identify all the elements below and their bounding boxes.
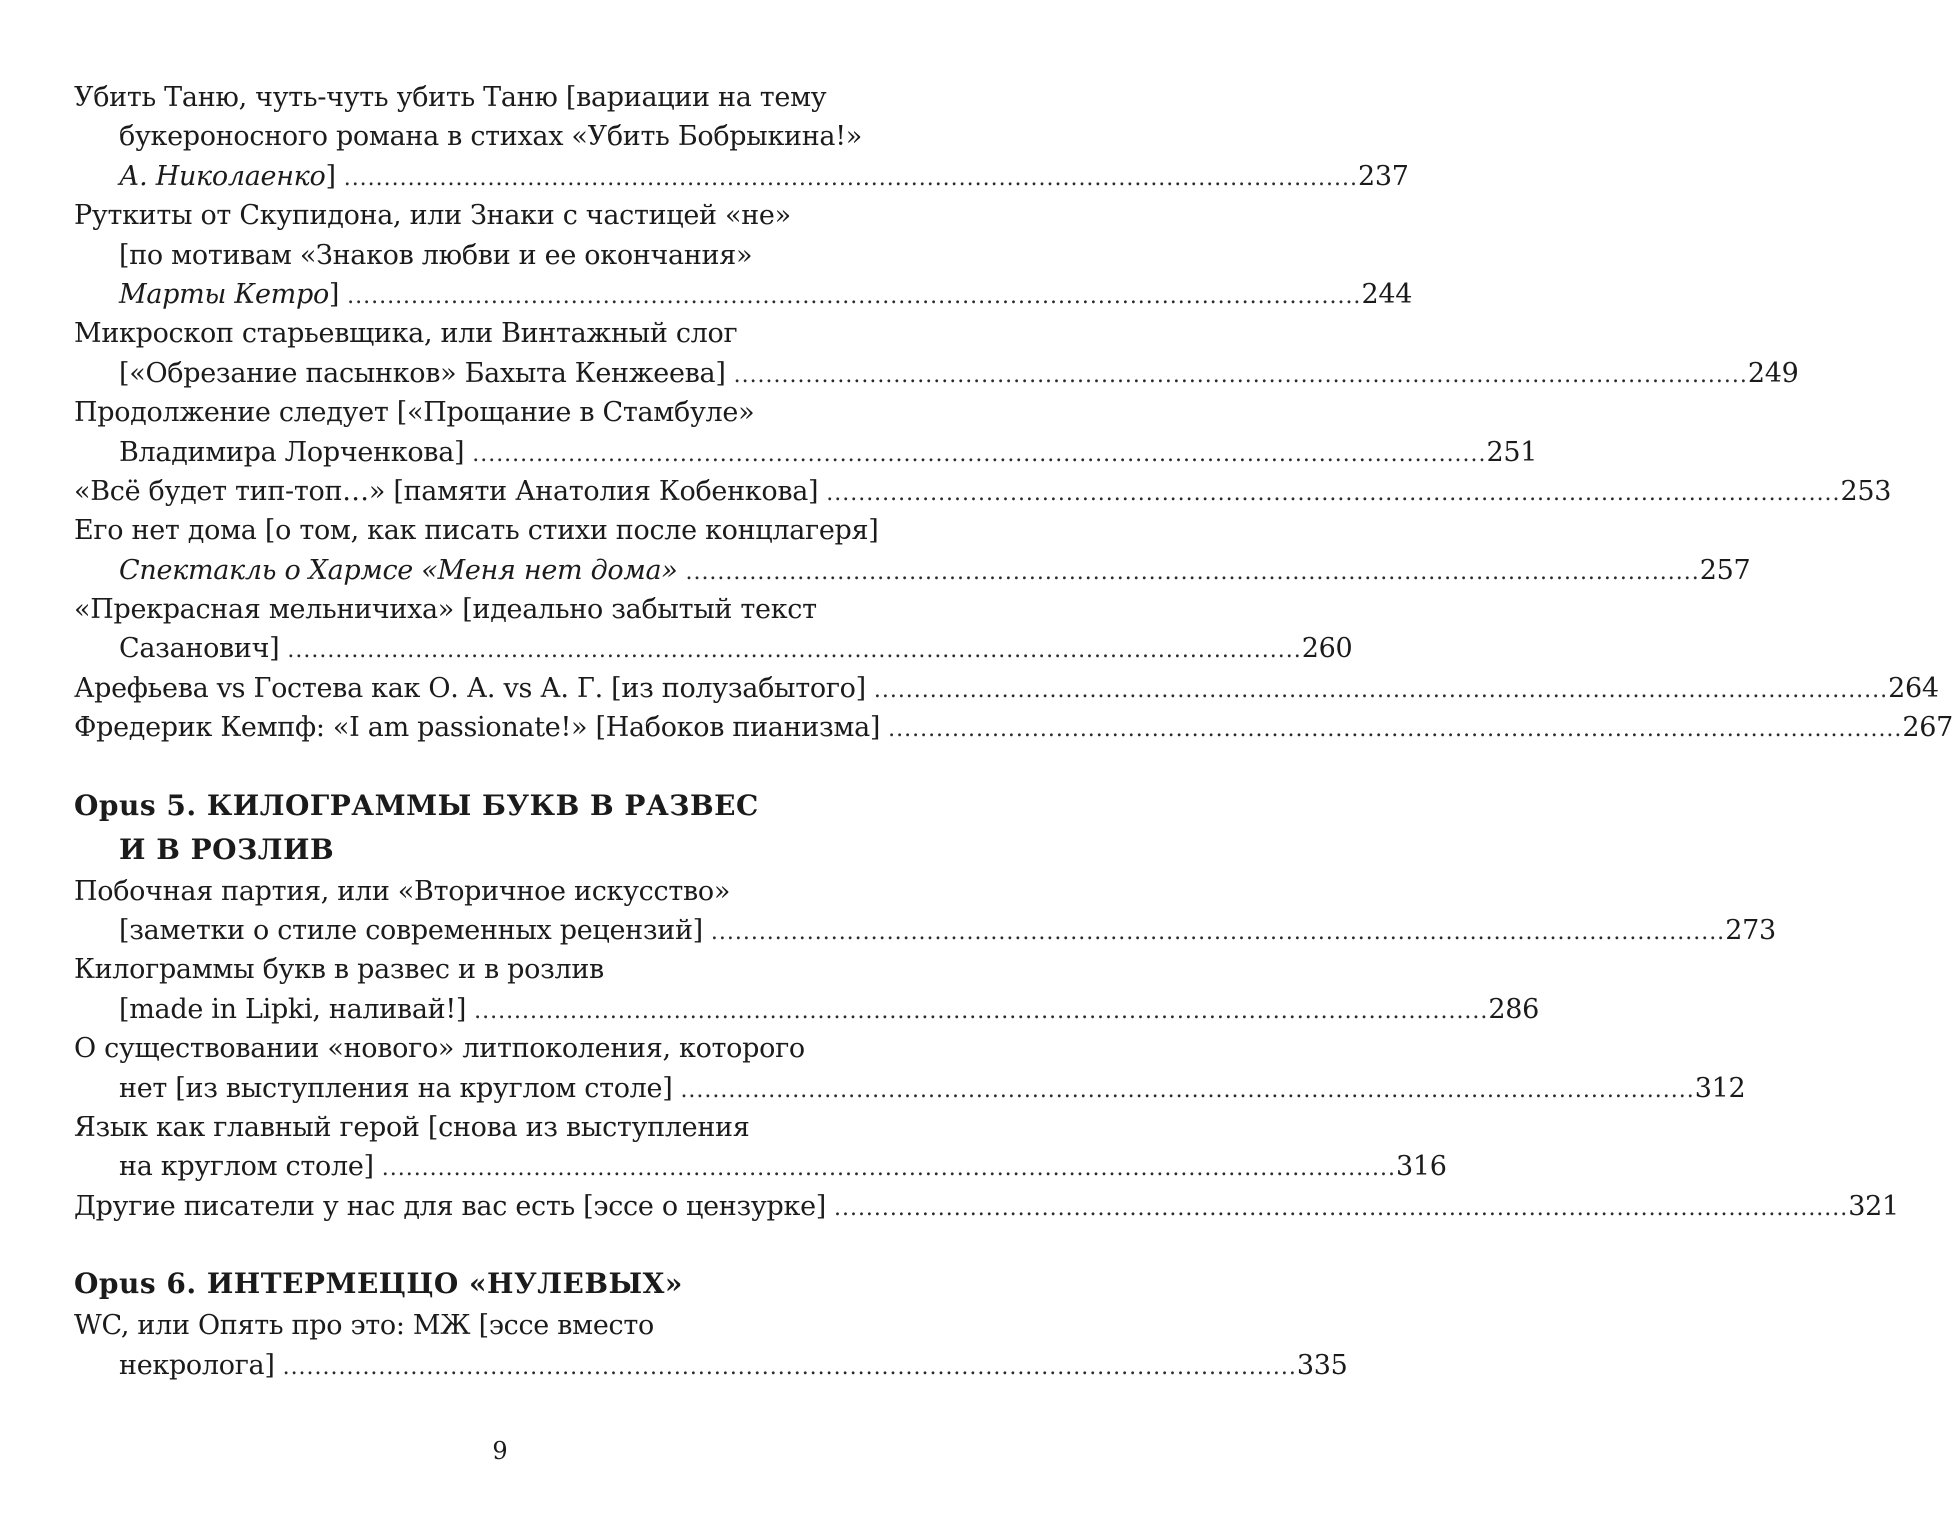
entry-leader-line — [74, 433, 1538, 472]
entry-leader-line — [74, 990, 1540, 1029]
page-number: 260 — [1301, 633, 1353, 665]
entry-title: Продолжение следует [«Прощание в Стамбуле» — [74, 397, 755, 429]
entry-subtitle: [заметки о стиле современных рецензий] — [119, 915, 703, 947]
toc-entry — [74, 314, 1799, 393]
toc-entry — [74, 872, 1776, 951]
section-heading-opus5 — [74, 784, 884, 872]
entry-leader-line — [74, 551, 1751, 590]
entry-leader-line — [74, 1069, 1746, 1108]
toc-entry — [74, 196, 1413, 314]
entry-leader-line — [74, 472, 1892, 511]
section-title-line: Opus 6. ИНТЕРМЕЦЦО «НУЛЕВЫХ» — [74, 1267, 683, 1301]
entry-subtitle: некролога] — [119, 1349, 275, 1381]
toc-entry — [74, 1029, 1746, 1108]
toc-entry — [74, 590, 1353, 669]
page-folio: 9 — [492, 1437, 508, 1465]
entry-title: О существовании «нового» литпоколения, которого — [74, 1033, 805, 1065]
section-title-line: Opus 5. КИЛОГРАММЫ БУКВ В РАЗВЕС — [74, 788, 759, 822]
entry-title: Килограммы букв в развес и в розлив — [74, 954, 604, 986]
toc-entry — [74, 78, 1409, 196]
entry-subtitle: нет [из выступления на круглом столе] — [119, 1072, 673, 1104]
leader-dots — [275, 1346, 1297, 1387]
leader-dots — [336, 157, 1358, 198]
entry-title: Другие писатели у нас для вас есть [эссе о цензурке] — [74, 1190, 826, 1222]
toc-entry — [74, 472, 1892, 511]
entry-title: Микроскоп старьевщика, или Винтажный слог — [74, 318, 738, 350]
entry-title: Фредерик Кемпф: «I am passionate!» [Набоков пианизма] — [74, 712, 881, 744]
entry-leader-line — [74, 275, 1413, 314]
page-number: 312 — [1694, 1072, 1746, 1104]
leader-dots — [866, 669, 1888, 710]
leader-dots — [880, 708, 1902, 749]
entry-leader-line — [74, 1346, 1348, 1385]
entry-title: Его нет дома [о том, как писать стихи после концлагеря] — [74, 515, 879, 547]
entry-title: WC, или Опять про это: МЖ [эссе вместо — [74, 1310, 654, 1342]
entry-title: «Всё будет тип-топ…» [памяти Анатолия Кобенкова] — [74, 475, 819, 507]
leader-dots — [279, 629, 1301, 670]
toc-entry — [74, 1306, 1348, 1385]
toc-entry — [74, 1108, 1447, 1187]
entry-leader-line — [74, 1147, 1447, 1186]
entry-leader-line — [74, 911, 1776, 950]
toc-entry — [74, 708, 1953, 747]
entry-title: «Прекрасная мельничиха» [идеально забытый текст — [74, 594, 817, 626]
entry-bracket: ] — [325, 160, 336, 192]
entry-title: Арефьева vs Гостева как О. А. vs А. Г. [из полузабытого] — [74, 672, 866, 704]
page-number: 264 — [1888, 672, 1939, 704]
page-number: 244 — [1361, 278, 1413, 310]
toc-entry — [74, 669, 1939, 708]
entry-subtitle: на круглом столе] — [119, 1151, 374, 1183]
entry-leader-line — [74, 354, 1799, 393]
leader-dots — [672, 1069, 1694, 1110]
page-number: 321 — [1848, 1190, 1899, 1222]
leader-dots — [339, 275, 1361, 316]
leader-dots — [703, 911, 1725, 952]
entry-author: Марты Кетро — [119, 278, 329, 310]
page-number: 253 — [1840, 475, 1892, 507]
toc-entry — [74, 1187, 1899, 1226]
page-number: 267 — [1902, 712, 1953, 744]
page-number: 251 — [1486, 436, 1538, 468]
page-number: 273 — [1725, 915, 1776, 947]
entry-subtitle: [made in Lipki, наливай!] — [119, 993, 467, 1025]
entry-leader-line — [74, 157, 1409, 196]
leader-dots — [726, 354, 1748, 395]
entry-title: Язык как главный герой [снова из выступления — [74, 1111, 750, 1143]
entry-leader-line — [74, 708, 1953, 747]
entry-subtitle: [по мотивам «Знаков любви и ее окончания» — [119, 239, 753, 271]
entry-subtitle: Спектакль о Хармсе «Меня нет дома» — [119, 554, 678, 586]
leader-dots — [374, 1147, 1396, 1188]
leader-dots — [677, 551, 1699, 592]
entry-leader-line — [74, 629, 1353, 668]
toc-entry — [74, 393, 1538, 472]
entry-subtitle: [«Обрезание пасынков» Бахыта Кенжеева] — [119, 357, 726, 389]
entry-bracket: ] — [328, 278, 340, 310]
entry-title: Убить Таню, чуть-чуть убить Таню [вариации на тему — [74, 82, 827, 113]
page-number: 335 — [1296, 1349, 1348, 1381]
toc-entry — [74, 950, 1540, 1029]
entry-author: А. Николаенко — [119, 160, 326, 192]
entry-leader-line — [74, 669, 1939, 708]
page-number: 237 — [1357, 160, 1409, 192]
table-of-contents — [74, 78, 1953, 1385]
toc-entry — [74, 511, 1751, 590]
page-number: 286 — [1488, 993, 1540, 1025]
entry-title: Побочная партия, или «Вторичное искусство» — [74, 875, 731, 907]
entry-title: Руткиты от Скупидона, или Знаки с частицей «не» — [74, 200, 791, 232]
section-heading-opus6 — [74, 1262, 884, 1306]
page-number: 257 — [1699, 554, 1751, 586]
leader-dots — [826, 1187, 1848, 1228]
entry-subtitle: Владимира Лорченкова] — [119, 436, 465, 468]
entry-subtitle: букероносного романа в стихах «Убить Бобрыкина!» — [119, 121, 862, 153]
page-number: 316 — [1396, 1151, 1447, 1183]
leader-dots — [464, 433, 1486, 474]
leader-dots — [818, 472, 1840, 513]
section-title-line: И В РОЗЛИВ — [119, 832, 335, 866]
leader-dots — [466, 990, 1488, 1031]
entry-subtitle: Сазанович] — [119, 633, 280, 665]
page-number: 249 — [1747, 357, 1799, 389]
entry-leader-line — [74, 1187, 1899, 1226]
